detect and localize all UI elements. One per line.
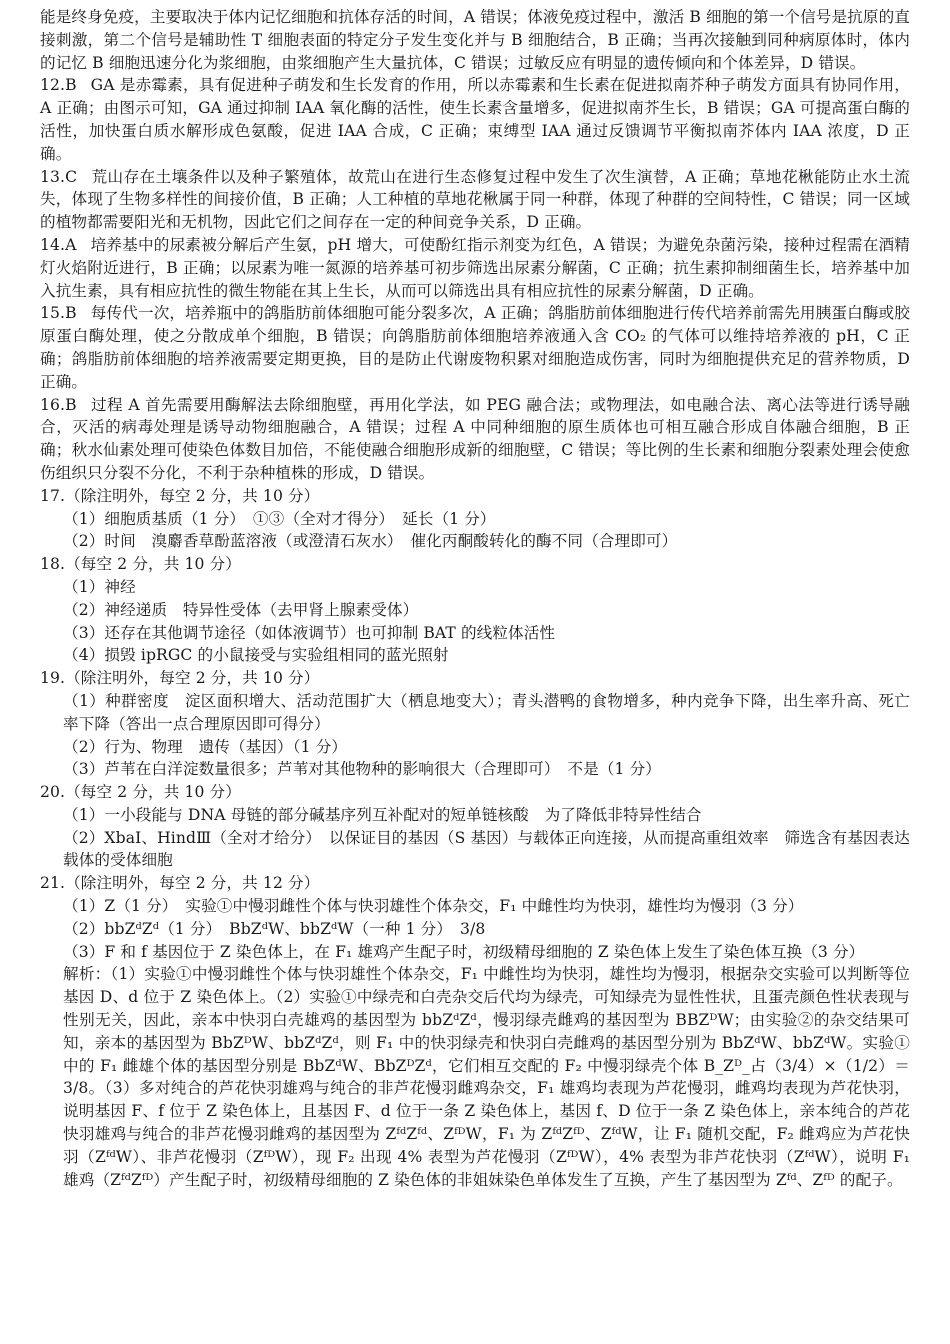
sub-answer: （3）F 和 f 基因位于 Z 染色体上，在 F₁ 雄鸡产生配子时，初级精母细胞的 Z 染色体上发生了染色体互换（3 分）: [63, 942, 865, 961]
sub-answer: （2）神经递质 特异性受体（去甲肾上腺素受体）: [63, 600, 419, 619]
item-heading: 18.（每空 2 分，共 10 分）: [40, 555, 241, 574]
answer-item-17: [40, 485, 910, 553]
sub-answer: （1）种群密度 淀区面积增大、活动范围扩大（栖息地变大）；青头潜鸭的食物增多，种内竞争下降，出生率升高、死亡率下降（答出一点合理原因即可得分）: [63, 691, 910, 733]
item-answer: B: [65, 76, 77, 95]
sub-answer: （2）时间 溴麝香草酚蓝溶液（或澄清石灰水） 催化丙酮酸转化的酶不同（合理即可）: [63, 532, 678, 551]
item-number: 12.: [40, 76, 66, 95]
item-answer: B: [65, 304, 77, 323]
item-heading: 19.（除注明外，每空 2 分，共 10 分）: [40, 669, 320, 688]
sub-answer: （2）行为、物理 遗传（基因）（1 分）: [63, 737, 348, 756]
sub-answer: （2）XbaⅠ、HindⅢ（全对才给分） 以保证目的基因（S 基因）与载体正向连接，从而提高重组效率 筛选含有基因表达载体的受体细胞: [63, 828, 910, 870]
item-heading: 20.（每空 2 分，共 10 分）: [40, 783, 241, 802]
answer-item-12: [40, 74, 910, 165]
item-explanation: 过程 A 首先需要用酶解法去除细胞壁，再用化学法，如 PEG 融合法；或物理法，如电融合法、离心法等进行诱导融合，灭活的病毒处理是诱导动物细胞融合，A 错误；过程 A 中同种细胞的原生质体也可相互融合形成自体融合细胞，B 正确；秋水仙素处理可使染色体数目加倍，不能使融合细胞形成新的细胞壁，C 错误；等比例的生长素和细胞分裂素处理会使愈伤组织只分裂不分化，不利于杂种植株的形成，D 错误。: [40, 395, 910, 482]
item-number: 15.: [40, 304, 66, 323]
answer-item-15: [40, 302, 910, 393]
item-heading: 17.（除注明外，每空 2 分，共 10 分）: [40, 486, 320, 505]
answer-item-20: [40, 781, 910, 872]
sub-answer: （2）bbZᵈZᵈ（1 分） BbZᵈW、bbZᵈW（一种 1 分） 3/8: [63, 919, 486, 938]
item-answer: B: [65, 395, 77, 414]
item-answer: C: [65, 167, 78, 186]
answer-item-13: [40, 166, 910, 234]
item-explanation: GA 是赤霉素，具有促进种子萌发和生长发育的作用，所以赤霉素和生长素在促进拟南芥种子萌发方面具有协同作用，A 正确；由图示可知，GA 通过抑制 IAA 氧化酶的活性，使生长素含量增多，促进拟南芥生长，B 错误；GA 可提高蛋白酶的活性，加快蛋白质水解形成色氨酸，促进 IAA 合成，C 正确；束缚型 IAA 通过反馈调节平衡拟南芥体内 IAA 浓度，D 正确。: [40, 76, 910, 163]
continuation-paragraph: 能是终身免疫，主要取决于体内记忆细胞和抗体存活的时间，A 错误；体液免疫过程中，激活 B 细胞的第一个信号是抗原的直接刺激，第二个信号是辅助性 T 细胞表面的特定分子发生变化并与 B 细胞结合，B 正确；当再次接触到同种病原体时，体内的记忆 B 细胞迅速分化为浆细胞，由浆细胞产生大量抗体，C 错误；过敏反应有明显的遗传倾向和个体差异，D 错误。: [40, 8, 910, 72]
answer-item-18: [40, 553, 910, 667]
item-number: 13.: [40, 167, 66, 186]
item-explanation: 培养基中的尿素被分解后产生氨，pH 增大，可使酚红指示剂变为红色，A 错误；为避免杂菌污染，接种过程需在酒精灯火焰附近进行，B 正确；以尿素为唯一氮源的培养基可初步筛选出尿素分解菌，C 正确；抗生素抑制细菌生长，培养基中加入抗生素，具有相应抗性的微生物能在其上生长，从而可以筛选出具有相应抗性的尿素分解菌，D 正确。: [40, 235, 910, 300]
item-number: 16.: [40, 395, 66, 414]
sub-answer: （1）神经: [63, 577, 136, 596]
item-heading: 21.（除注明外，每空 2 分，共 12 分）: [40, 874, 320, 893]
item-number: 14.: [40, 235, 66, 254]
answer-item-14: [40, 234, 910, 302]
item-explanation: 荒山存在土壤条件以及种子繁殖体，故荒山在进行生态修复过程中发生了次生演替，A 正确；草地花楸能防止水土流失，体现了生物多样性的间接价值，B 正确；人工种植的草地花楸属于同一种群，体现了种群的空间特性，C 错误；同一区域的植物都需要阳光和无机物，因此它们之间存在一定的种间竞争关系，D 正确。: [40, 167, 910, 232]
item-explanation: 每传代一次，培养瓶中的鸽脂肪前体细胞可能分裂多次，A 正确；鸽脂肪前体细胞进行传代培养前需先用胰蛋白酶或胶原蛋白酶处理，使之分散成单个细胞，B 错误；向鸽脂肪前体细胞培养液通入含 CO₂ 的气体可以维持培养液的 pH，C 正确；鸽脂肪前体细胞的培养液需要定期更换，目的是防止代谢废物积累对细胞造成伤害，同时为细胞提供充足的营养物质，D 正确。: [40, 304, 910, 391]
answer-item-16: [40, 394, 910, 485]
sub-answer: （1）Z（1 分） 实验①中慢羽雌性个体与快羽雄性个体杂交，F₁ 中雌性均为快羽，雄性均为慢羽（3 分）: [63, 897, 804, 916]
sub-answer: （1）细胞质基质（1 分） ①③（全对才得分） 延长（1 分）: [63, 509, 496, 528]
item-answer: A: [65, 235, 77, 254]
sub-answer: （4）损毁 ipRGC 的小鼠接受与实验组相同的蓝光照射: [63, 646, 449, 665]
sub-answer: （1）一小段能与 DNA 母链的部分碱基序列互补配对的短单链核酸 为了降低非特异性结合: [63, 805, 702, 824]
sub-answer: （3）芦苇在白洋淀数量很多；芦苇对其他物种的影响很大（合理即可） 不是（1 分）: [63, 760, 661, 779]
sub-answer: （3）还存在其他调节途径（如体液调节）也可抑制 BAT 的线粒体活性: [63, 623, 556, 642]
answer-item-19: [40, 667, 910, 781]
analysis-paragraph: 解析：（1）实验①中慢羽雌性个体与快羽雄性个体杂交，F₁ 中雌性均为快羽，雄性均为慢羽，根据杂交实验可以判断等位基因 D、d 位于 Z 染色体上。（2）实验①中绿壳和白壳杂交后代均为绿壳，可知绿壳为显性性状，且蛋壳颜色性状表现与性别无关，因此，亲本中快羽白壳雄鸡的基因型为 bbZᵈZᵈ，慢羽绿壳雌鸡的基因型为 BBZᴰW；由实验②的杂交结果可知，亲本的基因型为 BbZᴰW、bbZᵈZᵈ，则 F₁ 中的快羽绿壳和快羽白壳雌鸡的基因型分别为 BbZᵈW、bbZᵈW。实验①中的 F₁ 雌雄个体的基因型分别是 BbZᵈW、BbZᴰZᵈ，它们相互交配的 F₂ 中慢羽绿壳个体 B_Zᴰ_占（3/4）×（1/2）＝3/8。（3）多对纯合的芦花快羽雄鸡与纯合的非芦花慢羽雌鸡杂交，F₁ 雄鸡均表现为芦花慢羽，雌鸡均表现为芦花快羽，说明基因 F、f 位于 Z 染色体上，且基因 F、d 位于一条 Z 染色体上，基因 f、D 位于一条 Z 染色体上，亲本纯合的芦花快羽雄鸡与纯合的非芦花慢羽雌鸡的基因型为 ZᶠᵈZᶠᵈ、ZᶠᴰW，F₁ 为 ZᶠᵈZᶠᴰ、ZᶠᵈW，让 F₁ 随机交配，F₂ 雌鸡应为芦花快羽（ZᶠᵈW）、非芦花慢羽（ZᶠᴰW），现 F₂ 出现 4% 表型为芦花慢羽（ZᶠᴰW），4% 表型为非芦花快羽（ZᶠᵈW），说明 F₁ 雄鸡（ZᶠᵈZᶠᴰ）产生配子时，初级精母细胞的 Z 染色体的非姐妹染色单体发生了互换，产生了基因型为 Zᶠᵈ、Zᶠᴰ 的配子。: [63, 965, 910, 1189]
answer-item-21: [40, 872, 910, 1191]
